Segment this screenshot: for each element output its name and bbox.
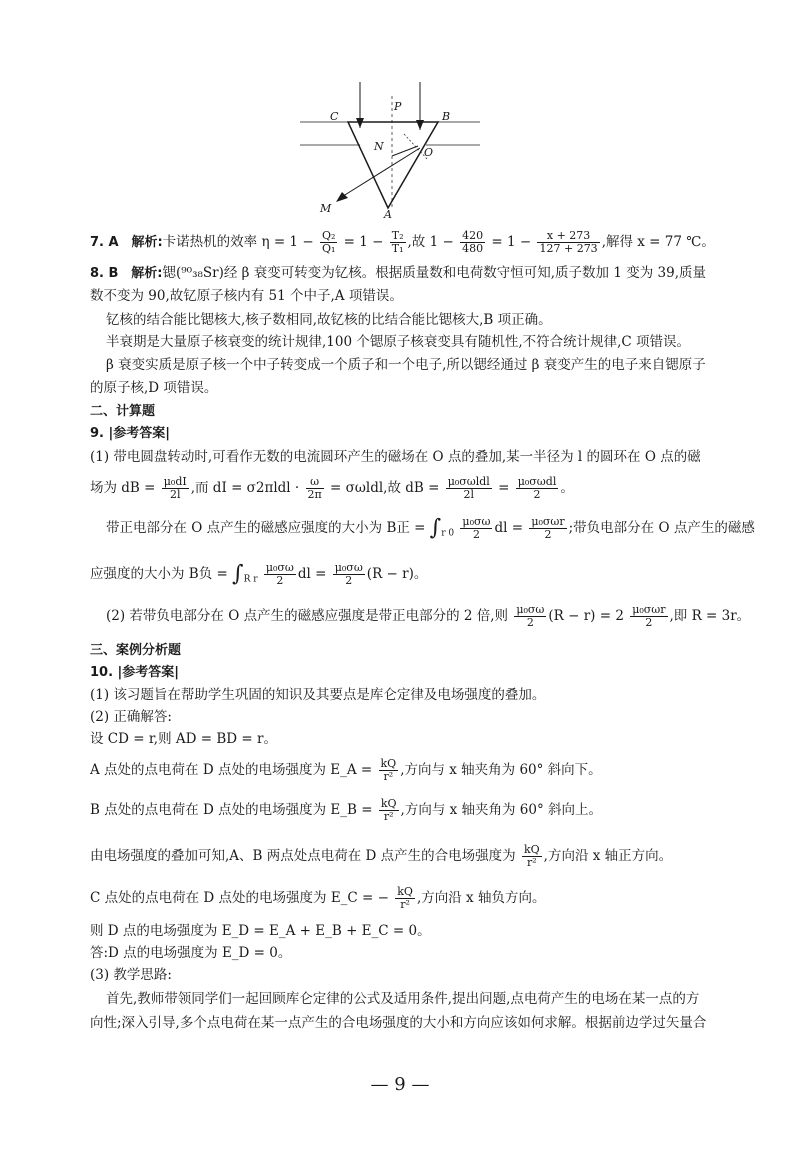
frac-den: r²	[526, 856, 537, 869]
text: 。	[560, 480, 574, 496]
text: ,方向与 x 轴夹角为 60° 斜向上。	[400, 802, 603, 818]
frac-den: 127 + 273	[539, 242, 598, 255]
text: 应强度的大小为 B负 =	[90, 566, 228, 582]
frac-num: T₂	[391, 229, 404, 242]
frac-num: μ₀σω	[334, 561, 363, 574]
text: A 点处的点电荷在 D 点处的电场强度为 E_A =	[90, 762, 373, 778]
q8-line2: 数不变为 90,故钇原子核内有 51 个中子,A 项错误。	[90, 288, 403, 304]
frac-num: μ₀σωldl	[447, 475, 490, 488]
q7-text: = 1 −	[491, 234, 532, 250]
frac	[522, 844, 542, 869]
text: (R − r) = 2	[548, 608, 624, 624]
frac	[460, 516, 492, 541]
q9-p4	[106, 603, 751, 629]
frac-num: μ₀σωr	[632, 603, 666, 616]
text: 由电场强度的叠加可知,A、B 两点处点电荷在 D 点产生的合电场强度为	[90, 848, 516, 864]
q8-line4: 半衰期是大量原子核衰变的统计规律,100 个锶原子核衰变具有随机性,不符合统计规律,C 项错误。	[106, 334, 691, 350]
q10-l6	[90, 844, 730, 869]
label-c: C	[330, 110, 339, 123]
q7-frac4	[537, 230, 599, 255]
q10-l4	[90, 758, 730, 783]
frac-num: μ₀σω	[265, 561, 294, 574]
frac-den: 2	[345, 574, 353, 587]
q9-p2	[106, 515, 755, 543]
integral-sign: ∫	[232, 561, 244, 587]
frac-den: 2	[526, 616, 534, 629]
frac-den: 2	[276, 574, 284, 587]
label-p: P	[394, 100, 402, 113]
q10-l7	[90, 886, 730, 911]
text: 场为 dB =	[90, 480, 156, 496]
q10-l9: 答:D 点的电场强度为 E_D = 0。	[90, 945, 292, 961]
integral-limits: r 0	[441, 528, 455, 539]
q10-heading: 10. |参考答案|	[90, 665, 180, 680]
frac	[162, 476, 189, 501]
q10-l2: (2) 正确解答:	[90, 709, 172, 725]
text: =	[498, 480, 510, 496]
text: (R − r)。	[366, 566, 428, 582]
frac-num: μ₀σω	[462, 515, 491, 528]
q8-line1	[90, 264, 730, 283]
text: ,方向沿 x 轴负方向。	[416, 890, 546, 906]
q7-eq: = 1 −	[343, 234, 384, 250]
q8-line6: 的原子核,D 项错误。	[90, 380, 218, 396]
frac-den: 2	[645, 616, 653, 629]
q7-frac2	[390, 230, 406, 255]
frac	[630, 604, 667, 629]
frac-num: μ₀dI	[163, 475, 187, 488]
q9-p1b	[90, 476, 730, 501]
q10-l11: 首先,教师带领同学们一起回顾库仑定律的公式及适用条件,提出问题,点电荷产生的电场在某一点的方	[106, 991, 700, 1007]
frac-den: 2	[533, 488, 541, 501]
text: ;带负电部分在 O 点产生的磁感	[568, 520, 755, 536]
text: B 点处的点电荷在 D 点处的电场强度为 E_B =	[90, 802, 373, 818]
label-m: M	[320, 202, 332, 215]
frac-num: ω	[306, 476, 324, 489]
q7-text: ,解得 x = 77 ℃。	[601, 234, 715, 250]
frac	[516, 476, 559, 501]
optics-diagram	[300, 70, 490, 220]
frac-num: μ₀σωr	[531, 515, 565, 528]
label-b: B	[442, 110, 451, 123]
frac-den: 2π	[307, 488, 322, 501]
frac	[264, 562, 296, 587]
q10-l1: (1) 该习题旨在帮助学生巩固的知识及其要点是库仑定律及电场强度的叠加。	[90, 687, 546, 703]
text: C 点处的点电荷在 D 点处的电场强度为 E_C = −	[90, 890, 389, 906]
frac-den: r²	[383, 770, 394, 783]
frac-num: x + 273	[537, 230, 599, 243]
q8-number: 8. B	[90, 266, 119, 281]
integral-sign: ∫	[429, 515, 442, 541]
text: dl =	[494, 520, 524, 536]
frac	[446, 476, 492, 501]
text: = σωldl,故 dB =	[330, 480, 440, 496]
frac-den: 2	[544, 528, 552, 541]
q7-number: 7. A	[90, 235, 119, 250]
q10-l3: 设 CD = r,则 AD = BD = r。	[90, 731, 277, 747]
frac	[514, 604, 546, 629]
q10-l5	[90, 798, 730, 823]
q7-eta: η = 1 −	[261, 234, 314, 250]
q8-line3: 钇核的结合能比锶核大,核子数相同,故钇核的比结合能比锶核大,B 项正确。	[106, 312, 552, 328]
q7-line	[90, 230, 730, 255]
q7-text: 卡诺热机的效率	[162, 234, 258, 250]
frac-num: 420	[462, 229, 484, 242]
integral-limits: R r	[243, 574, 258, 585]
q8-tag: 解析:	[131, 266, 163, 281]
q9-p3	[90, 562, 730, 589]
q10-l10: (3) 教学思路:	[90, 967, 172, 983]
frac-num: kQ	[380, 757, 397, 770]
frac-num: kQ	[380, 797, 397, 810]
frac-num: kQ	[397, 885, 413, 898]
q9-p1a: (1) 带电圆盘转动时,可看作无数的电流圆环产生的磁场在 O 点的叠加,某一半径为 l 的圆环在 O 点的磁	[90, 449, 701, 465]
label-o: O	[424, 146, 434, 159]
frac-den: 480	[462, 242, 484, 255]
page-number: — 9 —	[370, 1074, 430, 1095]
frac-den: 2l	[169, 488, 181, 501]
frac	[395, 886, 415, 911]
text: 带正电部分在 O 点产生的磁感应强度的大小为 B正 =	[106, 520, 426, 536]
text: ,即 R = 3r。	[669, 608, 751, 624]
frac	[333, 562, 365, 587]
text: (2) 若带负电部分在 O 点产生的磁感应强度是带正电部分的 2 倍,则	[106, 608, 509, 624]
frac-num: μ₀σω	[516, 603, 545, 616]
frac-den: T₁	[391, 242, 404, 255]
text: dl =	[297, 566, 327, 582]
frac	[306, 476, 324, 501]
q7-frac3	[460, 230, 485, 255]
q7-tag: 解析:	[131, 235, 163, 250]
text: ,方向与 x 轴夹角为 60° 斜向下。	[400, 762, 602, 778]
text: ,方向沿 x 轴正方向。	[543, 848, 673, 864]
q10-l12: 向性;深入引导,多个点电荷在某一点产生的合电场强度的大小和方向应该如何求解。根据前边学过矢量合	[90, 1015, 707, 1031]
text: ,而 dI = σ2πldl ·	[190, 480, 300, 496]
frac	[379, 758, 399, 783]
frac-num: kQ	[523, 843, 540, 856]
frac-den: r²	[400, 898, 410, 911]
q8-line5: β 衰变实质是原子核一个中子转变成一个质子和一个电子,所以锶经通过 β 衰变产生的电子来自锶原子	[106, 357, 706, 373]
q9-heading: 9. |参考答案|	[90, 426, 171, 441]
q10-l8: 则 D 点的电场强度为 E_D = E_A + E_B + E_C = 0。	[90, 923, 431, 939]
frac-den: r²	[383, 810, 394, 823]
section-heading-2: 二、计算题	[90, 404, 156, 419]
frac	[379, 798, 399, 823]
q7-text: ,故 1 −	[407, 234, 454, 250]
label-n: N	[374, 140, 384, 153]
frac-den: Q₁	[321, 242, 336, 255]
frac-num: Q₂	[321, 229, 336, 242]
q8-text: 锶(⁹⁰₃₈Sr)经 β 衰变可转变为钇核。根据质量数和电荷数守恒可知,质子数加 1 变为 39,质量	[162, 265, 706, 281]
frac-den: 2l	[463, 488, 475, 501]
frac-num: μ₀σωdl	[517, 475, 557, 488]
frac	[529, 516, 566, 541]
section-heading-3: 三、案例分析题	[90, 643, 182, 658]
label-a: A	[384, 208, 392, 220]
frac-den: 2	[472, 528, 480, 541]
q7-frac1	[320, 230, 337, 255]
